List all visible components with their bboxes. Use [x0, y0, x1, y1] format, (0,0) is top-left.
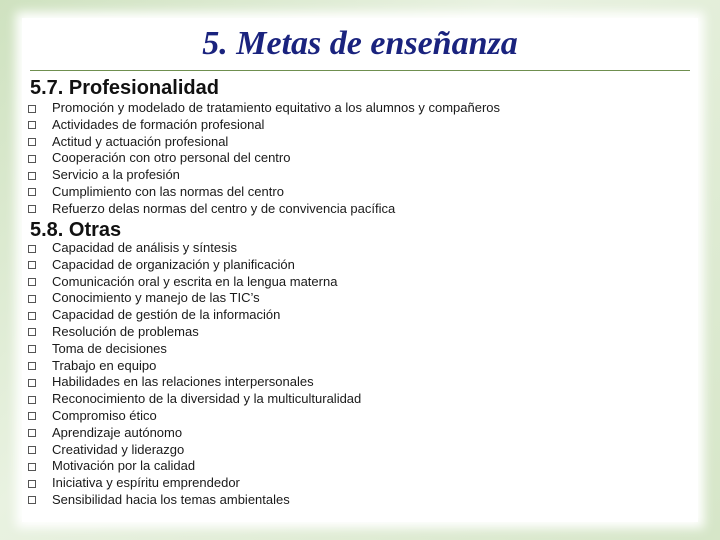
list-item-text: Resolución de problemas — [52, 323, 199, 339]
checkbox-square-icon — [28, 396, 36, 404]
list-item-text: Cumplimiento con las normas del centro — [52, 183, 284, 199]
list-item-text: Capacidad de gestión de la información — [52, 307, 281, 323]
list-item — [28, 358, 361, 375]
list-item — [28, 274, 361, 291]
title-divider — [30, 70, 690, 71]
checkbox-square-icon — [28, 446, 36, 454]
list-item-text: Actividades de formación profesional — [52, 116, 265, 132]
list-item — [28, 458, 361, 475]
checkbox-square-icon — [28, 155, 36, 163]
list-item — [28, 257, 361, 274]
checkbox-square-icon — [28, 345, 36, 353]
checkbox-square-icon — [28, 172, 36, 180]
list-item-text: Promoción y modelado de tratamiento equitativo a los alumnos y compañeros — [52, 100, 501, 115]
slide-panel — [22, 18, 698, 522]
checkbox-square-icon — [28, 261, 36, 269]
checkbox-square-icon — [28, 205, 36, 213]
list-item-text: Actitud y actuación profesional — [52, 133, 229, 149]
list-item — [28, 341, 361, 358]
checkbox-square-icon — [28, 138, 36, 146]
list-item-text: Habilidades en las relaciones interpersonales — [52, 374, 314, 390]
list-item-text: Sensibilidad hacia los temas ambientales — [52, 491, 290, 507]
section-heading-profesionalidad: 5.7. Profesionalidad — [30, 77, 219, 99]
list-item — [28, 240, 361, 257]
section-heading-otras: 5.8. Otras — [30, 219, 122, 241]
list-item — [28, 408, 361, 425]
list-item-text: Compromiso ético — [52, 407, 157, 423]
list-item-text: Motivación por la calidad — [52, 458, 196, 474]
list-item-text: Iniciativa y espíritu emprendedor — [52, 475, 240, 491]
checkbox-square-icon — [28, 105, 36, 113]
list-item-text: Trabajo en equipo — [52, 357, 157, 373]
checkbox-square-icon — [28, 496, 36, 504]
list-item — [28, 475, 361, 492]
list-item-text: Cooperación con otro personal del centro — [52, 150, 291, 166]
list-item-text: Refuerzo delas normas del centro y de convivencia pacífica — [52, 200, 396, 216]
list-item-text: Reconocimiento de la diversidad y la multiculturalidad — [52, 391, 362, 407]
checkbox-square-icon — [28, 121, 36, 129]
list-item — [28, 374, 361, 391]
checkbox-square-icon — [28, 429, 36, 437]
checkbox-square-icon — [28, 463, 36, 471]
checkbox-square-icon — [28, 412, 36, 420]
list-item-text: Comunicación oral y escrita en la lengua materna — [52, 273, 338, 289]
slide-title: 5. Metas de enseñanza — [202, 25, 518, 62]
list-item — [28, 117, 500, 134]
list-item — [28, 150, 500, 167]
checkbox-square-icon — [28, 312, 36, 320]
list-item-text: Toma de decisiones — [52, 340, 167, 356]
list-item-text: Conocimiento y manejo de las TIC’s — [52, 290, 260, 306]
checkbox-square-icon — [28, 295, 36, 303]
checkbox-square-icon — [28, 245, 36, 253]
list-item — [28, 167, 500, 184]
list-item-text: Capacidad de organización y planificación — [52, 256, 295, 272]
list-item-text: Aprendizaje autónomo — [52, 424, 183, 440]
list-item — [28, 184, 500, 201]
list-item — [28, 492, 361, 509]
list-item — [28, 100, 500, 117]
list-item-text: Capacidad de análisis y síntesis — [52, 240, 237, 255]
checkbox-square-icon — [28, 362, 36, 370]
profesionalidad-list — [28, 100, 500, 218]
list-item — [28, 324, 361, 341]
list-item — [28, 391, 361, 408]
list-item — [28, 425, 361, 442]
checkbox-square-icon — [28, 188, 36, 196]
list-item-text: Creatividad y liderazgo — [52, 441, 185, 457]
list-item — [28, 201, 500, 218]
checkbox-square-icon — [28, 278, 36, 286]
list-item — [28, 442, 361, 459]
list-item — [28, 307, 361, 324]
checkbox-square-icon — [28, 480, 36, 488]
checkbox-square-icon — [28, 328, 36, 336]
checkbox-square-icon — [28, 379, 36, 387]
list-item — [28, 290, 361, 307]
otras-list — [28, 240, 361, 509]
list-item — [28, 134, 500, 151]
list-item-text: Servicio a la profesión — [52, 167, 180, 183]
